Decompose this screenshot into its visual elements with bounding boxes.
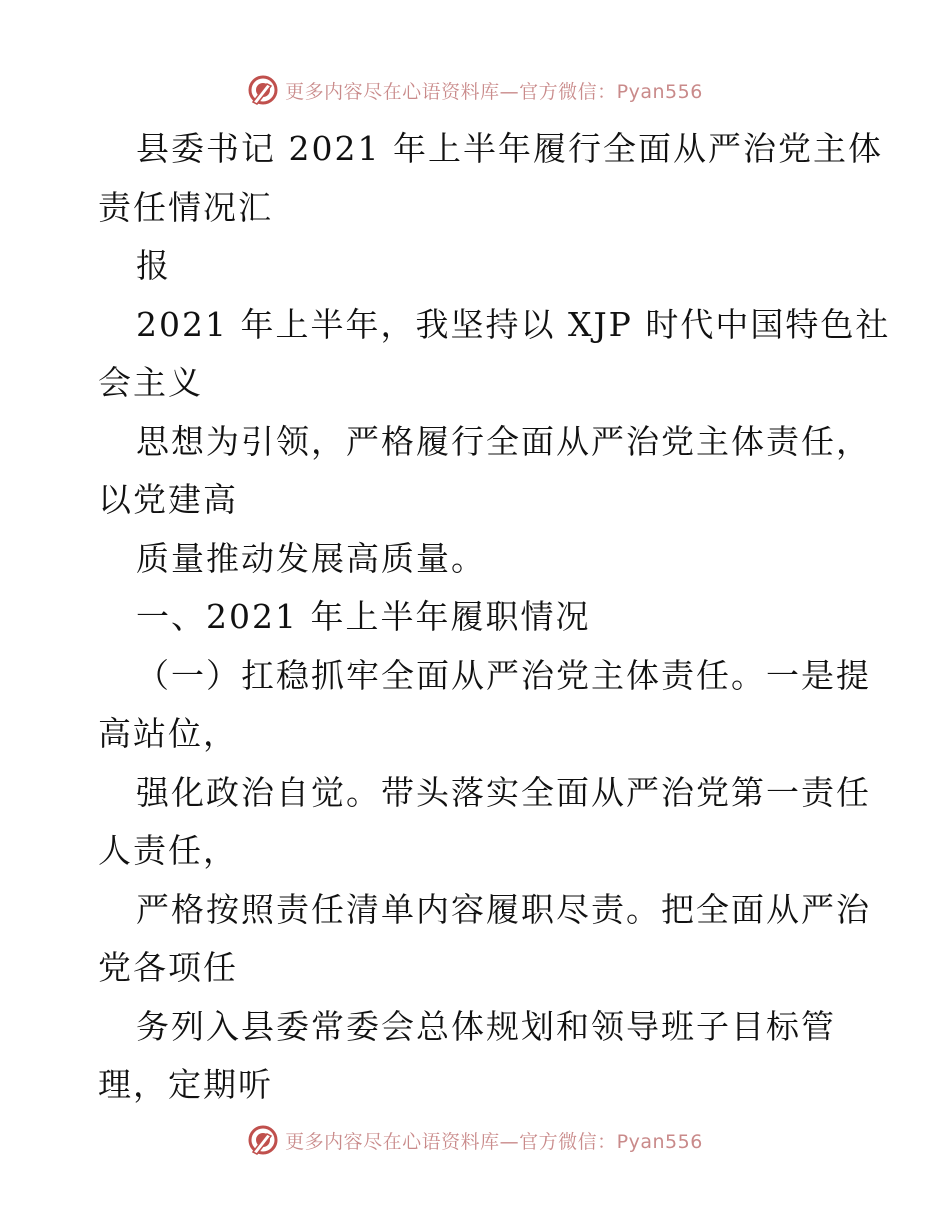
watermark-text: 更多内容尽在心语资料库—官方微信：Pyan556 bbox=[285, 80, 703, 103]
document-line: （一）扛稳抓牢全面从严治党主体责任。一是提 bbox=[136, 655, 871, 695]
pen-logo-icon bbox=[247, 1124, 279, 1156]
document-line: 强化政治自觉。带头落实全面从严治党第一责任 bbox=[136, 772, 871, 812]
document-line: 理，定期听 bbox=[98, 1065, 273, 1104]
document-line: 质量推动发展高质量。 bbox=[136, 538, 486, 578]
footer-watermark bbox=[0, 1120, 950, 1160]
document-line: 一、2021 年上半年履职情况 bbox=[136, 597, 591, 636]
watermark-text: 更多内容尽在心语资料库—官方微信：Pyan556 bbox=[285, 1130, 703, 1153]
header-watermark bbox=[0, 70, 950, 110]
document-line: 2021 年上半年，我坚持以 XJP 时代中国特色社 bbox=[136, 304, 891, 344]
document-line: 严格按照责任清单内容履职尽责。把全面从严治 bbox=[136, 889, 871, 929]
document-line: 会主义 bbox=[98, 363, 203, 402]
document-line: 思想为引领，严格履行全面从严治党主体责任， bbox=[136, 421, 871, 461]
pen-logo-icon bbox=[247, 74, 279, 106]
document-line: 高站位， bbox=[98, 714, 238, 753]
document-line: 以党建高 bbox=[98, 480, 238, 519]
document-line: 报 bbox=[136, 246, 171, 285]
document-line: 责任情况汇 bbox=[98, 187, 273, 227]
document-line: 党各项任 bbox=[98, 948, 238, 987]
document-line: 县委书记 2021 年上半年履行全面从严治党主体 bbox=[136, 129, 883, 168]
document-line: 务列入县委常委会总体规划和领导班子目标管 bbox=[136, 1006, 836, 1046]
document-body bbox=[98, 120, 891, 1115]
document-line: 人责任， bbox=[98, 831, 238, 870]
